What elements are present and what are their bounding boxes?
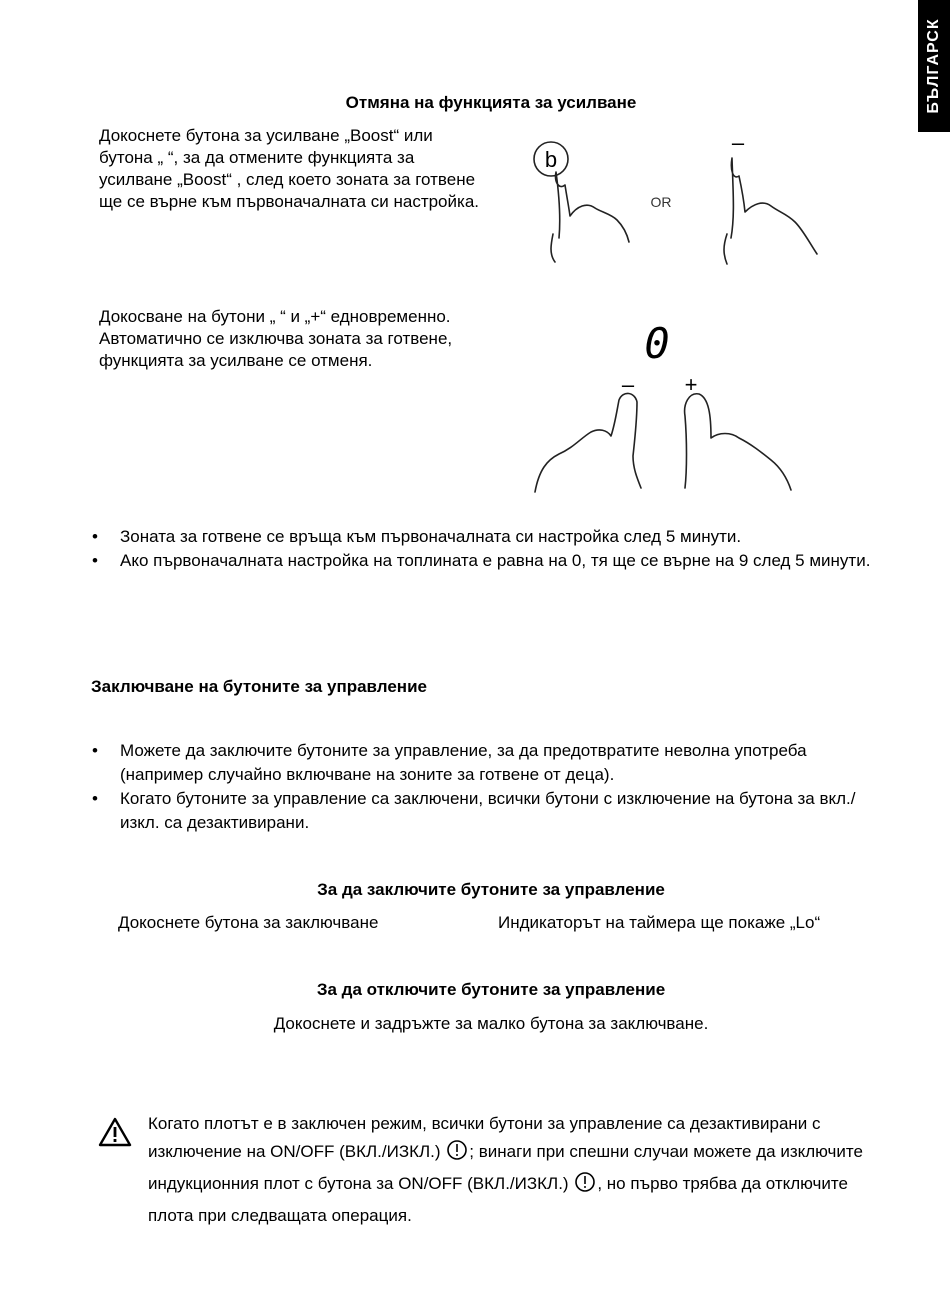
warning-icon (97, 1116, 133, 1148)
warning-text-part1: Когато плотът е в заключен режим, всички бутони за управление са дезактивирани с изключение на ON/OFF (ВКЛ./ИЗКЛ.) (148, 1114, 821, 1161)
boost-button-icon (534, 142, 568, 176)
power-icon (573, 1171, 597, 1202)
left-hand-icon (535, 393, 641, 492)
warning-text-part3: , но първо трябва да отключите плота при следващата операция. (148, 1174, 848, 1225)
minus-button-icon-2: – (621, 372, 635, 397)
boost-notes-list (92, 525, 892, 573)
unlock-instruction-text: Докоснете и задръжте за малко бутона за заключване. (273, 1014, 709, 1033)
boost-cancel-paragraph: Докоснете бутона за усилване „Boost“ или бутона „ “, за да отмените функцията за усилване „Boost“ , след което зоната за готвене ще се върне към първоначалната си настройка. (99, 126, 480, 211)
boost-cancel-figure (525, 130, 835, 270)
lock-instruction-step: Докоснете бутона за заключване (118, 913, 379, 932)
language-tab-label: БЪЛГАРСК (925, 18, 942, 114)
warning-text-part2: ; винаги при спешни случаи можете да изключите индукционния плот с бутона за ON/OFF (ВКЛ./ИЗКЛ.) (148, 1142, 863, 1193)
list-item: • Можете да заключите бутоните за управление, за да предотвратите неволна употреба (например случайно включване на зоните за готвене от деца). (92, 739, 892, 787)
lock-notes-list (92, 739, 892, 835)
lock-instruction-result: Индикаторът на таймера ще покаже „Lo“ (498, 913, 821, 932)
lock-section-title: Заключване на бутоните за управление (91, 677, 427, 696)
minus-button-icon: – (731, 130, 745, 155)
list-item: • Ако първоначалната настройка на топлината е равна на 0, тя ще се върне на 9 след 5 минути. (92, 549, 892, 573)
boost-cancel-title: Отмяна на функцията за усилване (345, 93, 637, 112)
finger-hand-right-icon (724, 158, 817, 264)
right-hand-icon (685, 394, 791, 490)
finger-hand-left-icon (551, 172, 629, 262)
plus-button-icon: + (684, 372, 698, 397)
warning-text (148, 1110, 898, 1230)
simultaneous-press-figure (525, 320, 805, 500)
list-item: • Зоната за готвене се връща към първоначалната си настройка след 5 минути. (92, 525, 892, 549)
boost-button-letter: b (544, 147, 558, 172)
unlock-instruction-title: За да отключите бутоните за управление (316, 980, 666, 999)
lock-instruction-title: За да заключите бутоните за управление (317, 880, 665, 899)
or-label: OR (650, 194, 672, 210)
list-item: • Когато бутоните за управление са заключени, всички бутони с изключение на бутона за вкл./изкл. са дезактивирани. (92, 787, 892, 835)
power-icon (445, 1139, 469, 1170)
timer-display-digit: 0 (644, 320, 670, 368)
simultaneous-press-paragraph: Докосване на бутони „ “ и „+“ едновременно. Автоматично се изключва зоната за готвене, функцията за усилване се отменя. (99, 307, 453, 370)
